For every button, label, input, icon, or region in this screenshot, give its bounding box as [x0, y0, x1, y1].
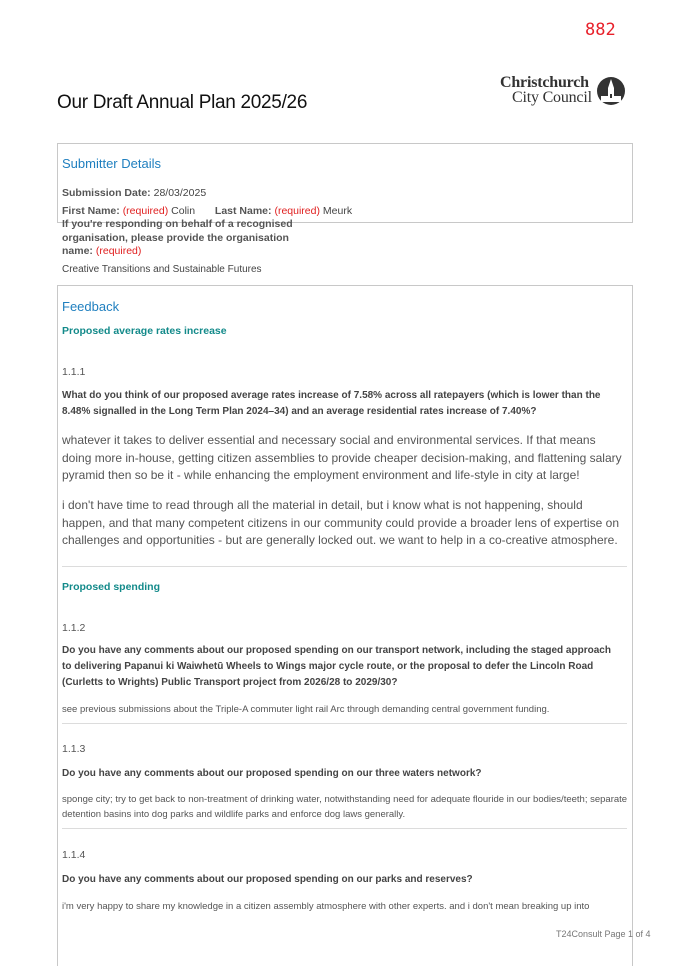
question-text: Do you have any comments about our proposed spending on our three waters network?: [62, 768, 482, 779]
page-footer: T24Consult Page 1 of 4: [556, 929, 651, 939]
question-text: Do you have any comments about our proposed spending on our parks and reserves?: [62, 874, 473, 885]
submission-date-row: [62, 187, 206, 199]
last-name-label: Last Name:: [214, 205, 272, 217]
question-number: 1.1.3: [62, 743, 86, 755]
organisation-question: [62, 218, 294, 259]
last-name-required: (required): [274, 205, 320, 217]
rates-heading: Proposed average rates increase: [62, 325, 227, 337]
spending-heading: Proposed spending: [62, 581, 161, 593]
last-name-value: Meurk: [322, 205, 353, 217]
first-name-label: First Name:: [62, 205, 120, 217]
page-number: 882: [585, 20, 616, 40]
organisation-answer: Creative Transitions and Sustainable Futures: [62, 264, 262, 275]
submission-date-value: 28/03/2025: [153, 187, 207, 199]
first-name-required: (required): [122, 205, 169, 217]
answer-text: sponge city; try to get back to non-treatment of drinking water, notwithstanding need for adequate flouride in our bodies/teeth; separate detention basins into dog parks and wildlife parks and enforce dog laws generally.: [62, 794, 628, 820]
cathedral-icon: [596, 76, 626, 106]
divider: [62, 566, 627, 567]
council-logo: [500, 74, 628, 110]
organisation-question-text: If you're responding on behalf of a recognised organisation, please provide the organisation name:: [62, 218, 293, 257]
answer-text: whatever it takes to deliver essential and necessary social and environmental services. If that means doing more in-house, getting citizen assemblies to provide cheaper decision-making, and flattening salary pyramid then so be it - while enhancing the employment environment and life-style in city at large!: [62, 433, 622, 482]
organisation-required: (required): [95, 245, 142, 257]
question-text: Do you have any comments about our proposed spending on our transport network, including the staged approach to delivering Papanui ki Waiwhetū Wheels to Wings major cycle route, or the proposal to defer the Lincoln Road (Curletts to Wrights) Public Transport project from 2026/28 to 2029/30?: [62, 645, 611, 688]
logo-text-line1: Christchurch: [500, 74, 589, 91]
answer-text: i don't have time to read through all the material in detail, but i know what is not happening, should happen, and that many competent citizens in our community could provide a broader lens of expertise on challenges and opportunities - but are generally locked out. we want to help in a co-creative atmosphere.: [62, 498, 619, 547]
submission-date-label: Submission Date:: [62, 187, 151, 199]
answer-text: see previous submissions about the Triple-A commuter light rail Arc through demanding central government funding.: [62, 704, 550, 715]
name-row: [62, 205, 352, 217]
feedback-title: Feedback: [62, 299, 120, 314]
first-name-value: Colin: [171, 205, 196, 217]
page-title: Our Draft Annual Plan 2025/26: [57, 92, 308, 113]
divider: [62, 828, 627, 829]
submitter-details-title: Submitter Details: [62, 156, 161, 171]
logo-text-line2: City Council: [512, 89, 592, 106]
divider: [62, 723, 627, 724]
question-number: 1.1.2: [62, 622, 86, 634]
question-text: What do you think of our proposed average rates increase of 7.58% across all ratepayers (which is lower than the 8.48% signalled in the Long Term Plan 2024–34) and an average residential rates increase of 7.40%?: [62, 390, 601, 417]
answer-text: i'm very happy to share my knowledge in a citizen assembly atmosphere with other experts. and i don't mean breaking up into: [62, 901, 590, 912]
question-number: 1.1.4: [62, 849, 86, 861]
question-number: 1.1.1: [62, 366, 86, 378]
